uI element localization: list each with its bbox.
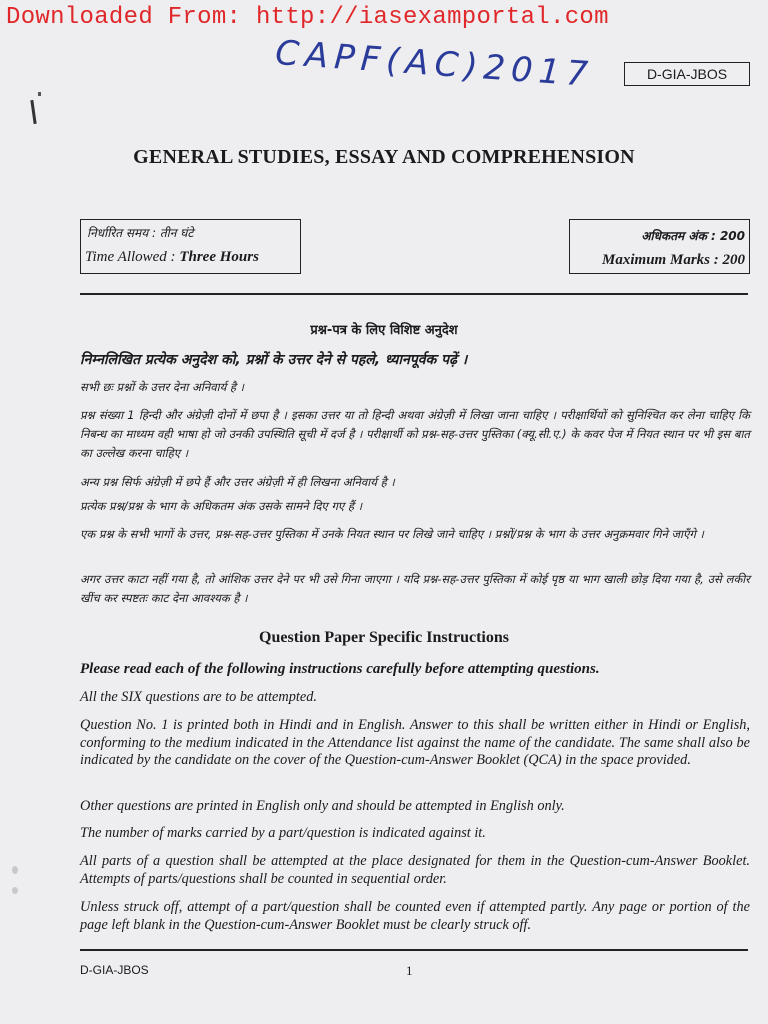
english-instructions-heading: Question Paper Specific Instructions	[259, 629, 509, 646]
download-source-url: Downloaded From: http://iasexamportal.com	[6, 4, 609, 31]
paper-title: GENERAL STUDIES, ESSAY AND COMPREHENSION	[133, 146, 635, 168]
english-instructions-subheading: Please read each of the following instructions carefully before attempting questions.	[80, 661, 600, 677]
hindi-instruction-2: प्रश्न संख्या 1 हिन्दी और अंग्रेज़ी दोनों में छपा है । इसका उत्तर या तो हिन्दी अथवा अंग्रेज़ी में लिखा जाना चाहिए । परीक्षार्थियों को सुनिश्चित कर लेना चाहिए कि निबन्ध का माध्यम वही भाषा हो जो उनकी उपस्थिति सूची में दर्ज है । परीक्षार्थी को प्रश्न-सह-उत्तर पुस्तिका (क्यू.सी.ए.) के कवर पेज में नियत स्थान पर भी इस बात का उल्लेख करना चाहिए ।	[80, 408, 750, 460]
hindi-instruction-5: एक प्रश्न के सभी भागों के उत्तर, प्रश्न-सह-उत्तर पुस्तिका में उनके नियत स्थान पर लिखे जाने चाहिए । प्रश्नों/प्रश्न के भाग के उत्तर अनुक्रमवार गिने जाएँगे ।	[80, 527, 704, 541]
english-instruction-1: All the SIX questions are to be attempted.	[80, 689, 317, 705]
time-allowed-label: Time Allowed :	[85, 249, 180, 265]
time-allowed-value: Three Hours	[179, 249, 259, 265]
scan-mark	[30, 100, 36, 124]
time-allowed-box	[80, 219, 301, 274]
english-instruction-3: Other questions are printed in English only and should be attempted in English only.	[80, 798, 565, 814]
english-instruction-2: Question No. 1 is printed both in Hindi and in English. Answer to this shall be written either in Hindi or English, conforming to the medium indicated in the Attendance list against the name of the candidate. The same shall also be indicated by the candidate on the cover of the Question-cum-Answer Booklet (QCA) in the space provided.	[80, 717, 750, 768]
english-instruction-6: Unless struck off, attempt of a part/question shall be counted even if attempted partly. Any page or portion of the page left blank in the Question-cum-Answer Booklet must be clearly struck off.	[80, 899, 750, 933]
hindi-instructions-subheading: निम्नलिखित प्रत्येक अनुदेश को, प्रश्नों के उत्तर देने से पहले, ध्यानपूर्वक पढ़ें ।	[80, 352, 468, 368]
scan-mark-dot	[38, 92, 41, 96]
hindi-instruction-1: सभी छः प्रश्नों के उत्तर देना अनिवार्य है ।	[80, 380, 245, 394]
paper-code-box: D-GIA-JBOS	[624, 62, 750, 86]
maximum-marks-hindi: अधिकतम अंक : 200	[641, 229, 745, 243]
hindi-instruction-6: अगर उत्तर काटा नहीं गया है, तो आंशिक उत्तर देने पर भी उसे गिना जाएगा । यदि प्रश्न-सह-उत्तर पुस्तिका में कोई पृष्ठ या भाग खाली छोड़ दिया गया है, उसे लकीर खींच कर स्पष्टतः काट देना आवश्यक है ।	[80, 572, 750, 605]
handwritten-annotation: CAPF(AC)2017	[273, 32, 596, 96]
english-instruction-5: All parts of a question shall be attempted at the place designated for them in the Question-cum-Answer Booklet. Attempts of parts/questions shall be counted in sequential order.	[80, 853, 750, 887]
time-allowed-hindi: निर्धारित समय : तीन घंटे	[87, 226, 194, 240]
page-number: 1	[406, 963, 413, 978]
hindi-instructions-heading: प्रश्न-पत्र के लिए विशिष्ट अनुदेश	[310, 323, 458, 338]
footer-divider	[80, 949, 748, 951]
punch-hole-mark	[12, 887, 18, 894]
footer-paper-code: D-GIA-JBOS	[80, 963, 149, 977]
time-allowed-english	[85, 249, 259, 266]
hindi-instruction-4: प्रत्येक प्रश्न/प्रश्न के भाग के अधिकतम अंक उसके सामने दिए गए हैं ।	[80, 499, 363, 513]
maximum-marks-english: Maximum Marks : 200	[602, 252, 745, 268]
hindi-instruction-3: अन्य प्रश्न सिर्फ अंग्रेज़ी में छपे हैं और उत्तर अंग्रेज़ी में ही लिखना अनिवार्य है ।	[80, 475, 395, 489]
punch-hole-mark	[12, 866, 18, 874]
english-instruction-4: The number of marks carried by a part/question is indicated against it.	[80, 825, 486, 841]
maximum-marks-box	[569, 219, 750, 274]
header-divider	[80, 293, 748, 295]
